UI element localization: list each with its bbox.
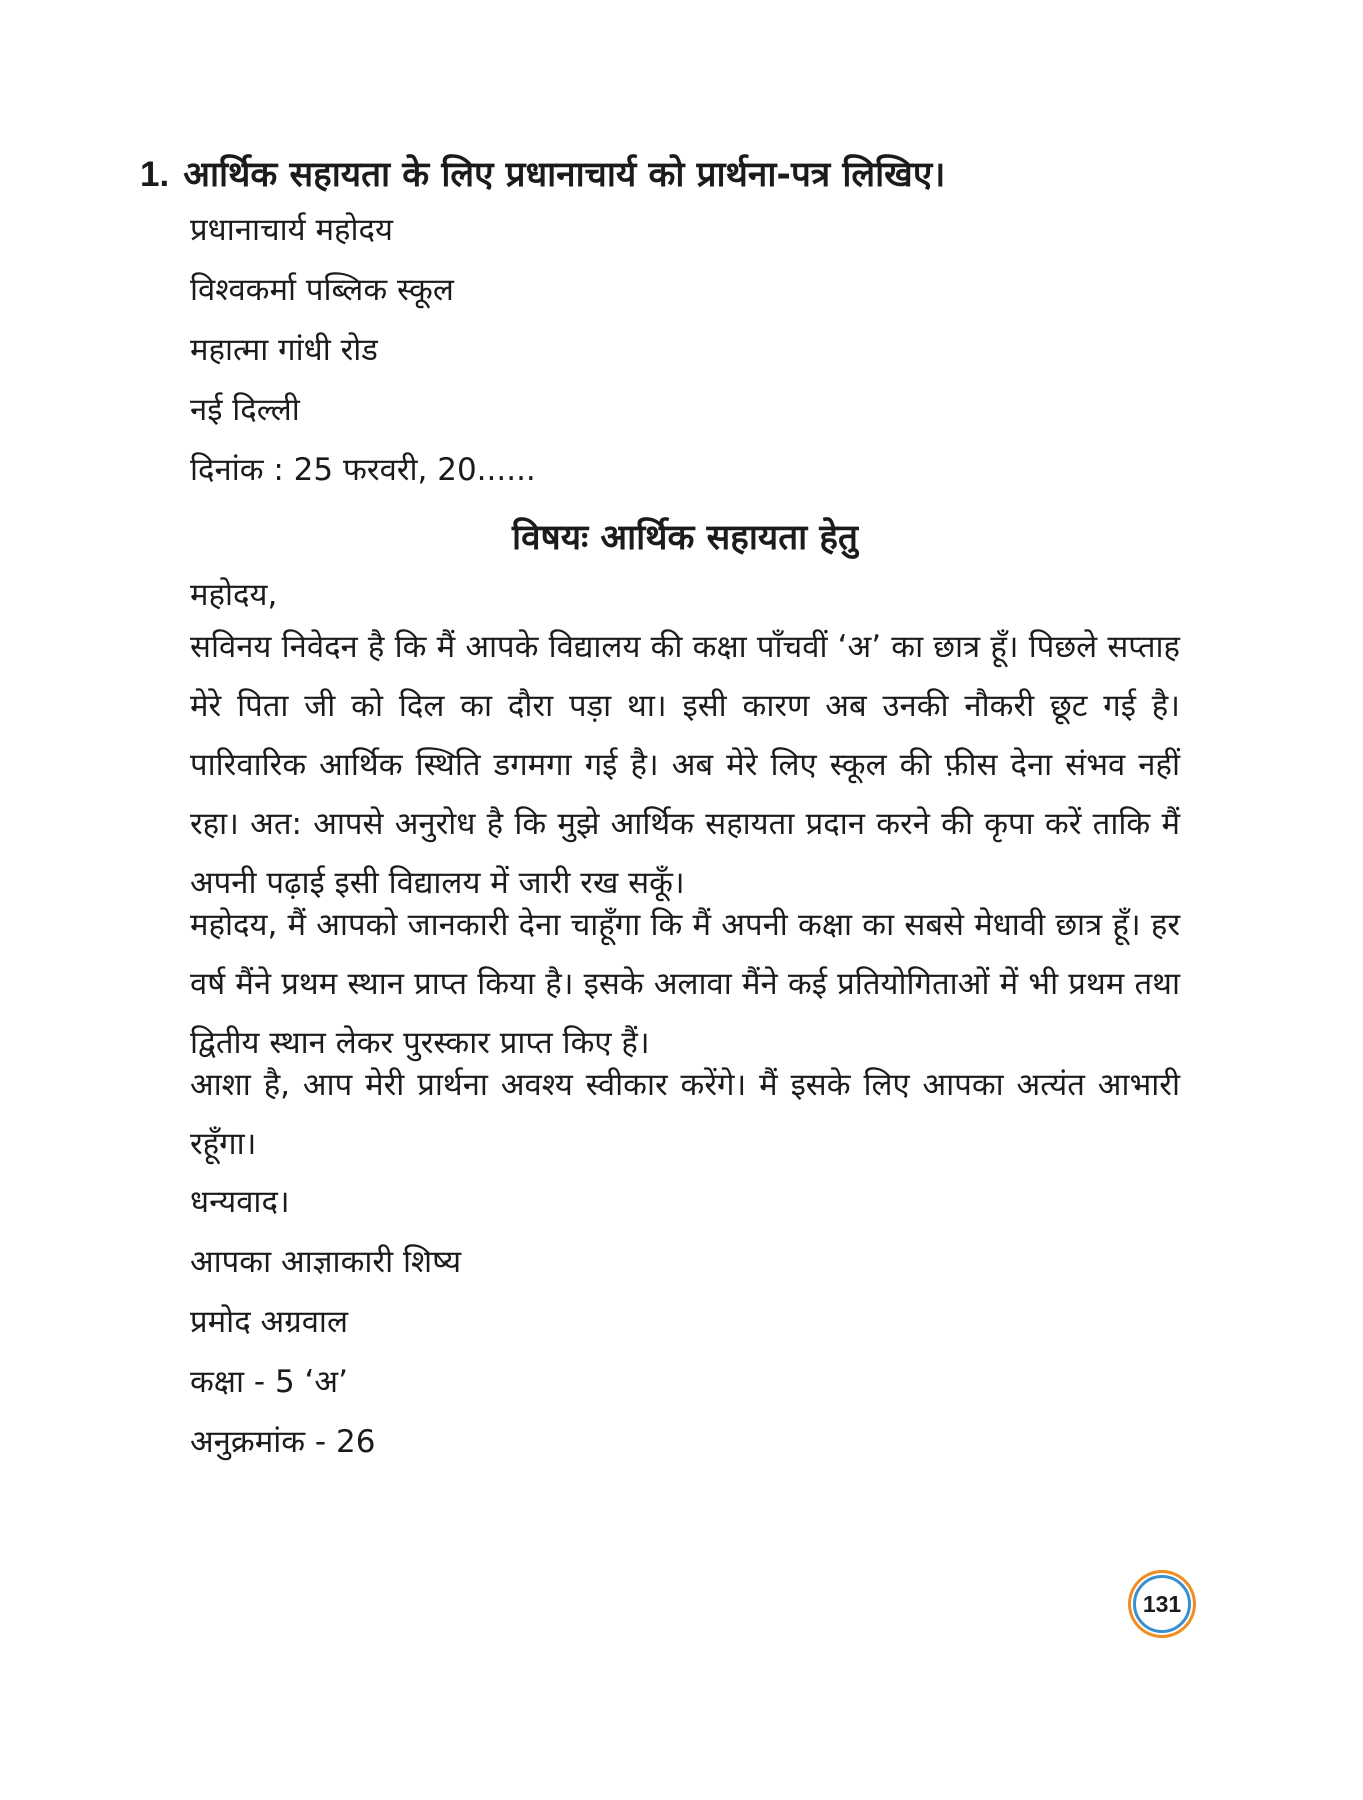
address-line-city: नई दिल्ली (190, 392, 300, 428)
question-text: आर्थिक सहायता के लिए प्रधानाचार्य को प्रार्थना-पत्र लिखिए। (183, 155, 946, 195)
sender-class: कक्षा - 5 ‘अ’ (190, 1364, 348, 1400)
sender-name: प्रमोद अग्रवाल (190, 1304, 348, 1340)
sender-roll-number: अनुक्रमांक - 26 (190, 1424, 376, 1460)
letter-salutation: महोदय, (190, 577, 278, 613)
question-heading (140, 150, 945, 197)
letter-paragraph-2: महोदय, मैं आपको जानकारी देना चाहूँगा कि मैं अपनी कक्षा का सबसे मेधावी छात्र हूँ। हर वर्ष मैंने प्रथम स्थान प्राप्त किया है। इसके अलावा मैंने कई प्रतियोगिताओं में भी प्रथम तथा द्वितीय स्थान लेकर पुरस्कार प्राप्त किए हैं। (190, 907, 1180, 1061)
page-number-badge (1133, 1575, 1191, 1633)
letter-thanks: धन्यवाद। (190, 1184, 290, 1220)
letter-paragraph-1: सविनय निवेदन है कि मैं आपके विद्यालय की कक्षा पाँचवीं ‘अ’ का छात्र हूँ। पिछले सप्ताह मेरे पिता जी को दिल का दौरा पड़ा था। इसी कारण अब उनकी नौकरी छूट गई है। पारिवारिक आर्थिक स्थिति डगमगा गई है। अब मेरे लिए स्कूल की फ़ीस देना संभव नहीं रहा। अत: आपसे अनुरोध है कि मुझे आर्थिक सहायता प्रदान करने की कृपा करें ताकि मैं अपनी पढ़ाई इसी विद्यालय में जारी रख सकूँ। (190, 629, 1180, 901)
letter-date: दिनांक : 25 फरवरी, 20...... (190, 452, 536, 488)
address-line-school: विश्वकर्मा पब्लिक स्कूल (190, 272, 454, 308)
letter-paragraph-3: आशा है, आप मेरी प्रार्थना अवश्य स्वीकार करेंगे। मैं इसके लिए आपका अत्यंत आभारी रहूँगा। (190, 1067, 1180, 1162)
letter-subject: विषयः आर्थिक सहायता हेतु (512, 518, 858, 558)
letter-signoff: आपका आज्ञाकारी शिष्य (190, 1244, 462, 1280)
address-line-road: महात्मा गांधी रोड (190, 332, 378, 368)
question-number: 1. (140, 155, 170, 194)
page-number: 131 (1142, 1590, 1182, 1617)
address-line-recipient: प्रधानाचार्य महोदय (190, 212, 393, 248)
